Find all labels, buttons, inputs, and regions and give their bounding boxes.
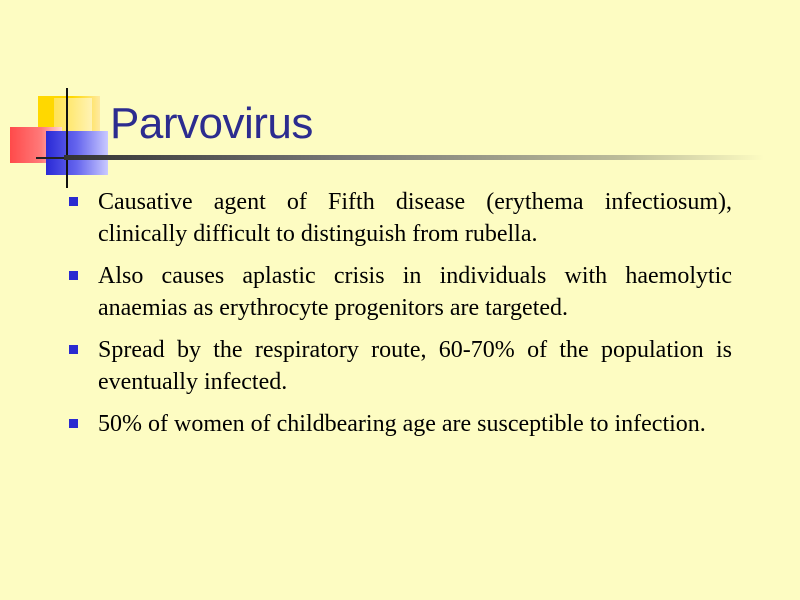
bullet-item [68, 186, 732, 250]
logo-squares [0, 0, 120, 190]
bullet-text: Spread by the respiratory route, 60-70% of the population is eventually infected. [98, 337, 732, 395]
bullet-text: Causative agent of Fifth disease (erythema infectiosum), clinically difficult to distinguish from rubella. [98, 189, 732, 247]
bullet-item [68, 408, 732, 440]
bullet-text: 50% of women of childbearing age are susceptible to infection. [98, 411, 706, 437]
bullet-item [68, 334, 732, 398]
slide-title: Parvovirus [110, 99, 313, 148]
bullet-item [68, 260, 732, 324]
square-bullet-icon [69, 419, 78, 428]
title-divider [64, 155, 764, 160]
square-bullet-icon [69, 197, 78, 206]
logo-vertical-line [66, 88, 68, 188]
bullet-text: Also causes aplastic crisis in individuals with haemolytic anaemias as erythrocyte progenitors are targeted. [98, 263, 732, 321]
logo-blue-square [46, 131, 108, 175]
bullet-list [68, 186, 732, 450]
square-bullet-icon [69, 345, 78, 354]
square-bullet-icon [69, 271, 78, 280]
